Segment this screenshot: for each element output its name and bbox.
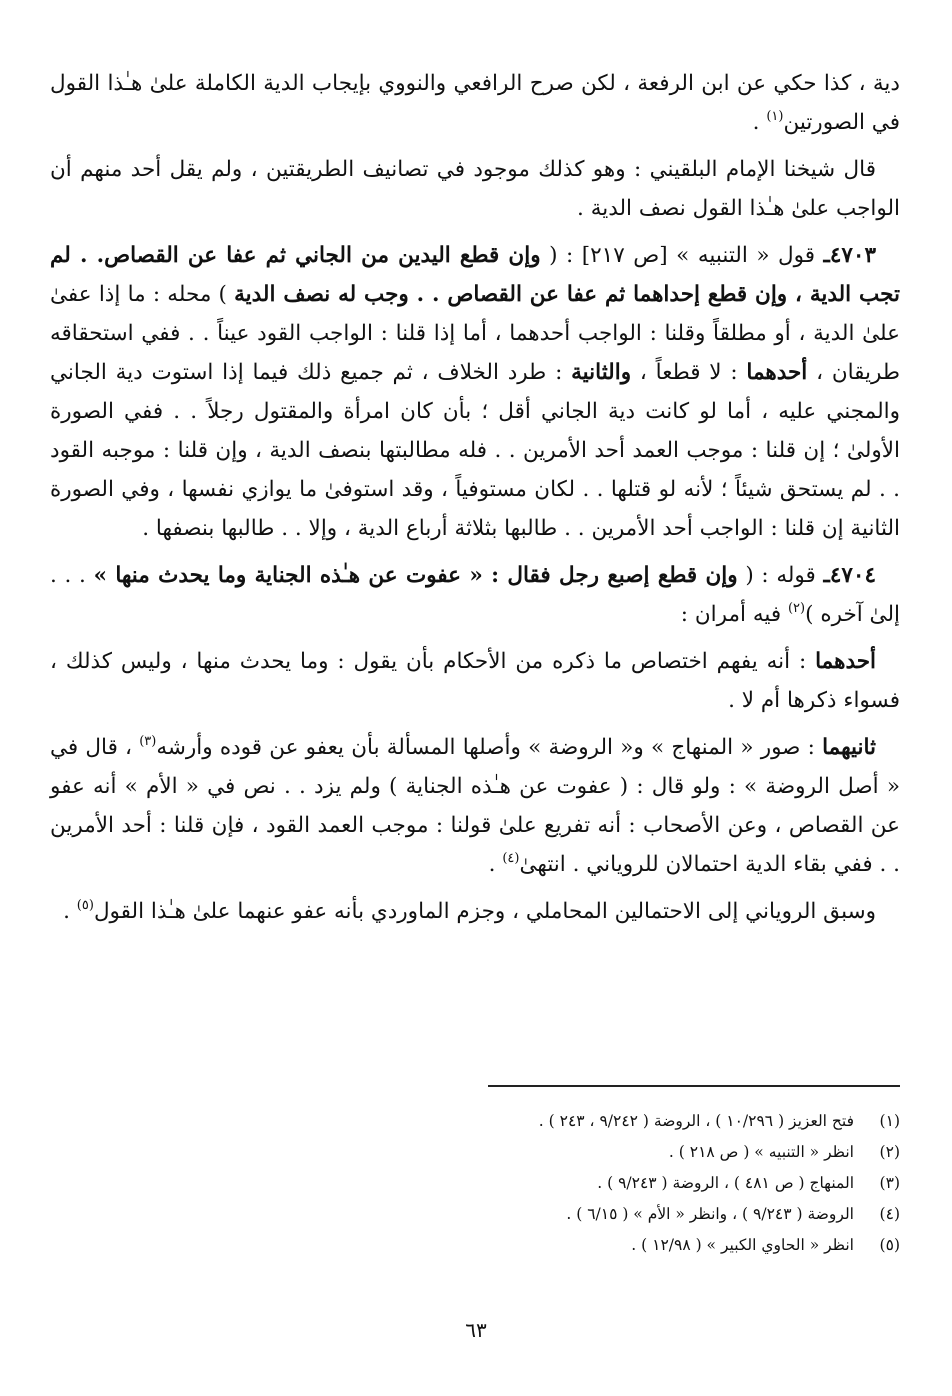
footnote (50, 1137, 900, 1168)
text-run: : لا قطعاً ، (631, 360, 747, 385)
footnote-number: (٤) (879, 1205, 900, 1223)
footnote-ref: (٥) (76, 898, 94, 913)
paragraph (50, 150, 900, 228)
paragraph (50, 642, 900, 720)
footnote-text: الروضة ( ٩/٢٤٣ ) ، وانظر « الأم » ( ٦/١٥ ) . (566, 1205, 854, 1223)
main-text (50, 64, 900, 939)
text-run: وسبق الروياني إلى الاحتمالين المحاملي ، وجزم الماوردي بأنه عفو عنهما علىٰ هـٰذا القول (93, 899, 876, 924)
text-run: فيه أمران : (680, 602, 788, 627)
footnote-number: (١) (879, 1112, 900, 1130)
paragraph (50, 556, 900, 634)
text-run: دية ، كذا حكي عن ابن الرفعة ، لكن صرح الرافعي والنووي بإيجاب الدية الكاملة علىٰ هـٰذا القول في الصورتين (50, 71, 900, 135)
text-run: . (488, 852, 503, 877)
text-run: قول « التنبيه » [ص ٢١٧] : ( (540, 243, 824, 268)
paragraph (50, 64, 900, 142)
footnotes (50, 1106, 900, 1261)
footnote-number: (٥) (879, 1236, 900, 1254)
footnote-text: انظر « الحاوي الكبير » ( ١٢/٩٨ ) . (631, 1236, 854, 1254)
paragraph (50, 892, 900, 931)
paragraph (50, 236, 900, 548)
bold-text: ٤٧٠٣ـ (823, 243, 877, 268)
footnote-ref: (٣) (139, 734, 157, 749)
footnote (50, 1230, 900, 1261)
footnote (50, 1106, 900, 1137)
footnote-ref: (٢) (787, 601, 806, 616)
bold-text: أحدهما (746, 360, 808, 385)
text-run: ) محله : ما إذا عفىٰ علىٰ الدية ، أو مطلقاً وقلنا : الواجب أحدهما ، أما إذا قلنا : الواجب القود عيناً . . ففي استحقاقه طريقان ، (50, 282, 901, 385)
paragraph (50, 728, 900, 884)
text-run: : طرد الخلاف ، ثم جميع ذلك فيما إذا استوت دية الجاني والمجني عليه ، أما لو كانت دية الجاني أقل ؛ بأن كان امرأة والمقتول رجلاً . . ففي الصورة الأولىٰ ؛ إن قلنا : موجب العمد أحد الأمرين . . فله مطالبتها بنصف الدية ، وإن قلنا : موجبه القود . . لم يستحق شيئاً ؛ لأنه لو قتلها . . لكان مستوفياً ، وقد استوفىٰ ما يوازي نفسها ، وفي الصورة الثانية إن قلنا : الواجب أحد الأمرين . . طالبها بثلاثة أرباع الدية ، وإلا . . طالبها بنصفها . (50, 360, 900, 541)
footnote-text: المنهاج ( ص ٤٨١ ) ، الروضة ( ٩/٢٤٣ ) . (597, 1174, 854, 1192)
text-run: قوله : ( (737, 563, 824, 588)
text-run: . (752, 110, 767, 135)
text-run: ، قال في « أصل الروضة » : ولو قال : ( عفوت عن هـٰذه الجناية ) ولم يزد . . نص في « الأم » أنه عفو عن القصاص ، وعن الأصحاب : أنه تفريع علىٰ قولنا : موجب العمد القود ، فإن قلنا : أحد الأمرين . . ففي بقاء الدية احتمالان للروياني . انتهىٰ (50, 735, 900, 877)
bold-text: أحدهما (815, 649, 876, 674)
footnote-separator (488, 1085, 900, 1087)
footnote-number: (٣) (879, 1174, 900, 1192)
footnote (50, 1168, 900, 1199)
footnote-ref: (٤) (502, 851, 520, 866)
footnote-text: انظر « التنبيه » ( ص ٢١٨ ) . (668, 1143, 854, 1161)
bold-text: والثانية (571, 360, 632, 385)
footnote-number: (٢) (879, 1143, 900, 1161)
bold-text: وإن قطع إصبع رجل فقال : « عفوت عن هـٰذه الجناية وما يحدث منها » (93, 563, 738, 588)
text-run: . . . إلىٰ آخره ) (50, 563, 900, 627)
bold-text: ثانيهما (822, 735, 877, 760)
bold-text: وإن قطع اليدين من الجاني ثم عفا عن القصاص. . لم تجب الدية ، وإن قطع إحداهما ثم عفا عن القصاص . . وجب له نصف الدية (50, 243, 900, 307)
footnote-ref: (١) (766, 109, 784, 124)
footnote-text: فتح العزيز ( ١٠/٢٩٦ ) ، الروضة ( ٩/٢٤٢ ، ٢٤٣ ) . (538, 1112, 854, 1130)
text-run: قال شيخنا الإمام البلقيني : وهو كذلك موجود في تصانيف الطريقتين ، ولم يقل أحد منهم أن الواجب علىٰ هـٰذا القول نصف الدية . (50, 157, 900, 221)
text-run: : أنه يفهم اختصاص ما ذكره من الأحكام بأن يقول : وما يحدث منها ، وليس كذلك ، فسواء ذكرها أم لا . (50, 649, 900, 713)
text-run: : صور « المنهاج » و« الروضة » وأصلها المسألة بأن يعفو عن قوده وأرشه (156, 735, 823, 760)
footnote (50, 1199, 900, 1230)
text-run: . (63, 899, 77, 924)
bold-text: ٤٧٠٤ـ (823, 563, 877, 588)
page-number: ٦٣ (465, 1318, 487, 1342)
